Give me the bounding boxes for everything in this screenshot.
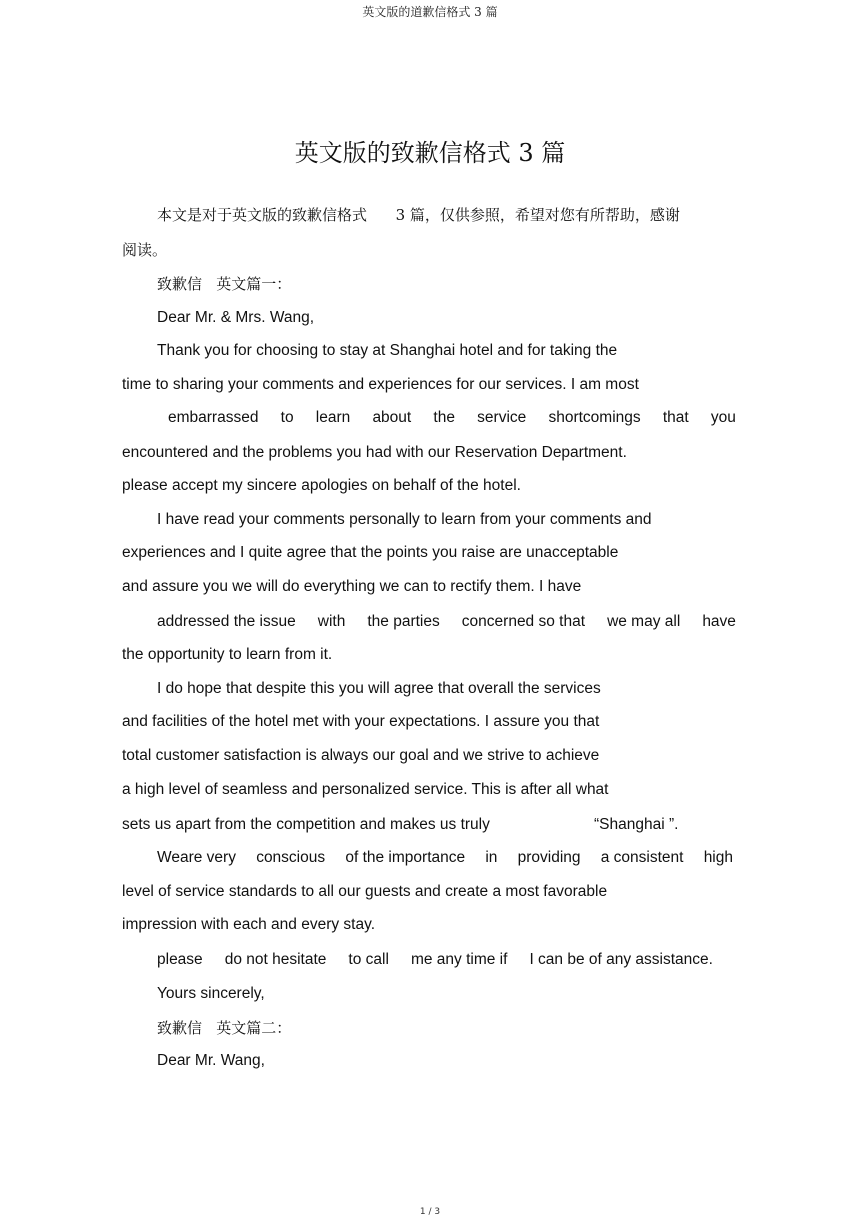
word: shortcomings	[548, 409, 641, 426]
letter1-p2-line5: the opportunity to learn from it.	[122, 646, 333, 663]
letter1-salutation: Dear Mr. & Mrs. Wang,	[157, 309, 315, 326]
word: the	[433, 409, 455, 426]
letter1-p2-line2: experiences and I quite agree that the points you raise are unacceptable	[122, 544, 619, 561]
word-group: addressed the issue	[157, 613, 296, 630]
intro-line-2: 阅读。	[122, 241, 168, 259]
letter1-p1-line1: Thank you for choosing to stay at Shanghai hotel and for taking the	[157, 342, 618, 359]
letter1-p2-line3: and assure you we will do everything we can to rectify them. I have	[122, 578, 582, 595]
word: about	[372, 409, 412, 426]
word-group: concerned so that	[461, 613, 586, 630]
letter1-p2-line4	[157, 612, 736, 632]
letter1-p3-line4: a high level of seamless and personalized service. This is after all what	[122, 781, 609, 798]
word: to	[280, 409, 294, 426]
word: that	[662, 409, 689, 426]
letter1-p4-line1	[157, 848, 733, 868]
word-group: Weare very	[157, 849, 236, 866]
letter1-p1-line4: encountered and the problems you had with our Reservation Department.	[122, 444, 627, 461]
letter2-heading: 致歉信 英文篇二：	[157, 1019, 292, 1037]
word-group: please	[157, 951, 203, 968]
letter1-p5-line	[157, 950, 713, 970]
page-number: 1 / 3	[419, 1207, 441, 1217]
letter1-p4-line3: impression with each and every stay.	[122, 916, 375, 933]
letter1-p2-line1: I have read your comments personally to learn from your comments and	[157, 511, 652, 528]
letter2-salutation: Dear Mr. Wang,	[157, 1052, 265, 1069]
word: learn	[315, 409, 351, 426]
word-group: me any time if	[410, 951, 508, 968]
intro-line-1: 本文是对于英文版的致歉信格式 3 篇，仅供参照，希望对您有所帮助，感谢	[157, 206, 680, 224]
word-group: a consistent	[600, 849, 684, 866]
letter1-p1-line5: please accept my sincere apologies on behalf of the hotel.	[122, 477, 521, 494]
letter1-p1-line3	[168, 408, 736, 428]
letter1-closing: Yours sincerely,	[157, 985, 265, 1002]
shanghai-quote: “Shanghai ”.	[594, 816, 679, 833]
letter1-p4-line2: level of service standards to all our guests and create a most favorable	[122, 883, 608, 900]
letter1-p3-line3: total customer satisfaction is always our goal and we strive to achieve	[122, 747, 600, 764]
letter1-heading: 致歉信 英文篇一：	[157, 275, 292, 293]
word-group: of the importance	[345, 849, 466, 866]
letter1-p3-line1: I do hope that despite this you will agree that overall the services	[157, 680, 601, 697]
word-group: do not hesitate	[224, 951, 327, 968]
word-group: with	[317, 613, 346, 630]
running-header: 英文版的道歉信格式 3 篇	[362, 5, 498, 19]
document-title: 英文版的致歉信格式 3 篇	[294, 139, 566, 167]
word-group: to call	[348, 951, 389, 968]
letter1-p1-line2: time to sharing your comments and experiences for our services. I am most	[122, 376, 639, 393]
word-group: high	[703, 849, 733, 866]
letter1-p3-line2: and facilities of the hotel met with your expectations. I assure you that	[122, 713, 600, 730]
word: service	[477, 409, 527, 426]
word-group: I can be of any assistance.	[529, 951, 713, 968]
word: you	[710, 409, 736, 426]
word-group: the parties	[367, 613, 440, 630]
word-group: conscious	[256, 849, 326, 866]
word-group: have	[702, 613, 736, 630]
word-group: in	[485, 849, 498, 866]
letter1-p3-line5a: sets us apart from the competition and makes us truly	[122, 816, 490, 833]
word: embarrassed	[168, 409, 259, 426]
word-group: we may all	[607, 613, 681, 630]
word-group: providing	[517, 849, 581, 866]
